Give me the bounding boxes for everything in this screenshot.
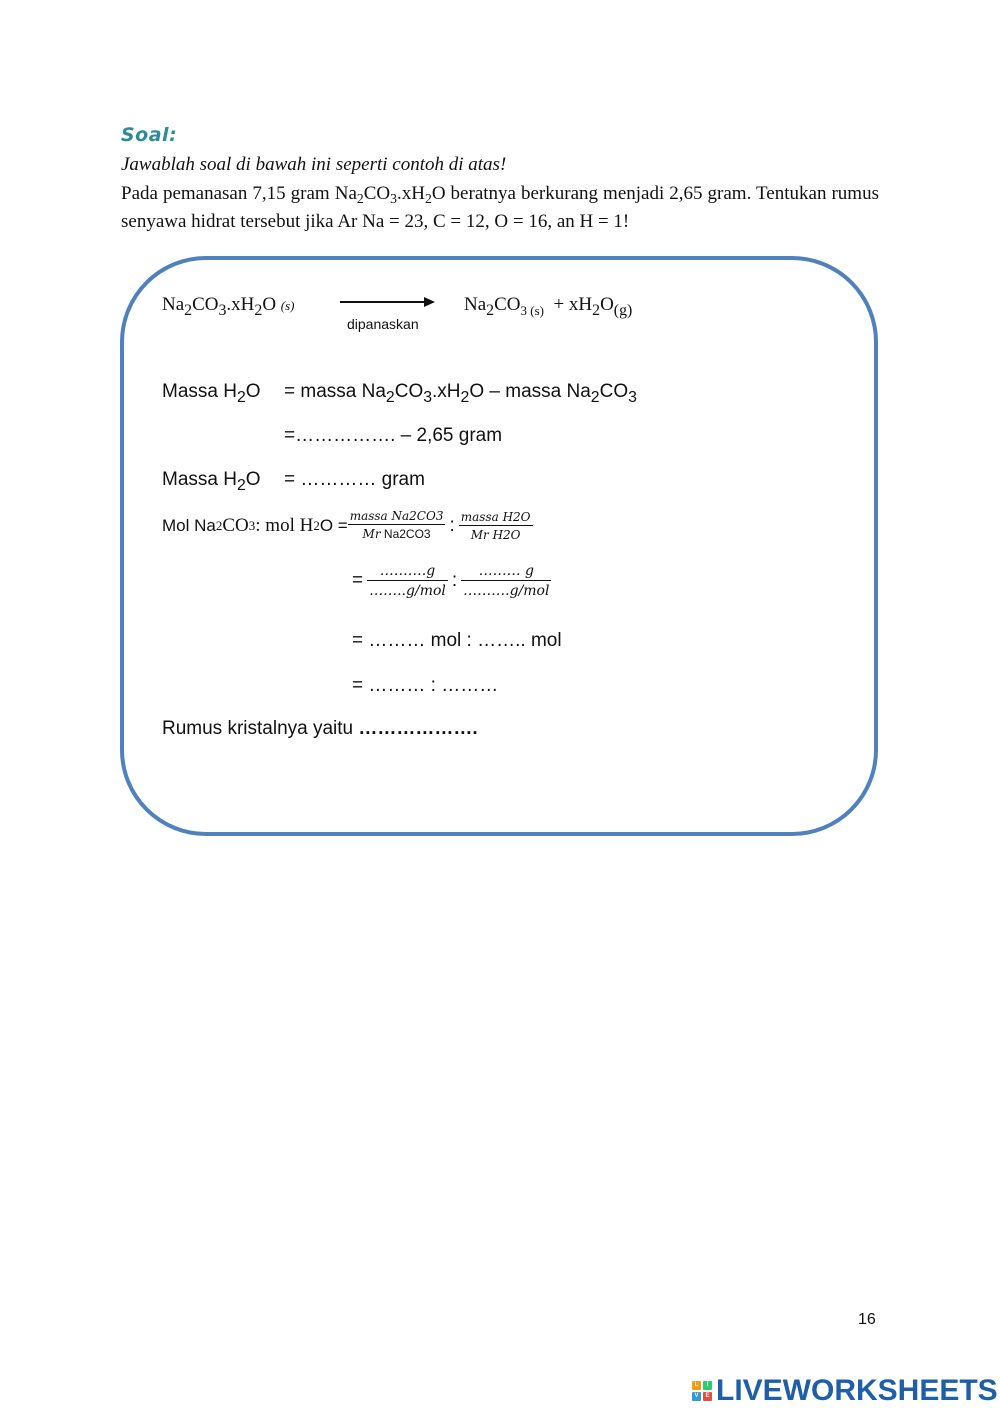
- reaction-arrow: [340, 301, 426, 303]
- rumus-line: Rumus kristalnya yaitu ……………….: [162, 718, 478, 739]
- liveworksheets-logo: [692, 1374, 998, 1408]
- mol-result-line: = ……… mol : …….. mol: [352, 630, 562, 651]
- answer-box: [120, 256, 878, 836]
- page-number: 16: [858, 1311, 876, 1328]
- arrow-label: dipanaskan: [347, 316, 419, 332]
- logo-text: LIVEWORKSHEETS: [716, 1374, 998, 1407]
- logo-grid-icon: L I V E: [692, 1381, 712, 1401]
- massa-label-2: Massa $H_2O$: [162, 469, 261, 494]
- massa-formula: = massa $Na_2CO_3.xH_2O$ – massa $Na_2CO_3$: [284, 381, 637, 406]
- massa-result-line: = ………… gram: [284, 469, 425, 490]
- mol-ratio-fill: = $\frac{\dots\dots\dots.g}{\text{……..g/mol}}$ : $\frac{\dots\dots\dots g}{\text{……….g/mol}}$: [352, 563, 550, 599]
- fraction-blank-1: $\frac{\dots\dots\dots.g}{\text{……..g/mol}}$: [369, 563, 446, 599]
- arrow-head-icon: [424, 297, 435, 307]
- instruction-text: Jawablah soal di bawah ini seperti contoh di atas!: [121, 154, 507, 175]
- problem-statement: Pada pemanasan 7,15 gram $Na_2CO_3.xH_2O$ beratnya berkurang menjadi 2,65 gram. Tentukan rumus senyawa hidrat tersebut jika Ar Na = 23, C = 12, O = 16, an H = 1!: [121, 183, 879, 232]
- fraction-na2co3: $\frac{\text{massa Na2CO3}}{\text{Mr Na2CO3}}$: [349, 509, 444, 541]
- rumus-blank: ……………….: [358, 718, 478, 739]
- reaction-reactant: $Na_2CO_3.xH_2O$ (s): [162, 294, 295, 319]
- ratio-result-line: = ……… : ………: [352, 675, 499, 696]
- massa-label-1: Massa $H_2O$: [162, 381, 261, 406]
- fraction-blank-2: $\frac{\dots\dots\dots g}{\text{……….g/mol}}$: [463, 563, 550, 599]
- mol-ratio-formula: Mol Na 2 CO 3 : mol H 2 O = $\frac{\text{massa Na2CO3}}{\text{Mr Na2CO3}}$ : $\frac{\text{massa H2O}}{\text{Mr H2O}}$: [162, 509, 531, 542]
- reaction-product: $Na_2CO_{3 (s)} + xH_2O_{(g)}$: [464, 294, 633, 319]
- massa-blank-line: =……………. – 2,65 gram: [284, 425, 503, 446]
- fraction-h2o: $\frac{\text{massa H2O}}{\text{Mr H2O}}$: [460, 509, 531, 542]
- section-heading: Soal:: [121, 124, 178, 146]
